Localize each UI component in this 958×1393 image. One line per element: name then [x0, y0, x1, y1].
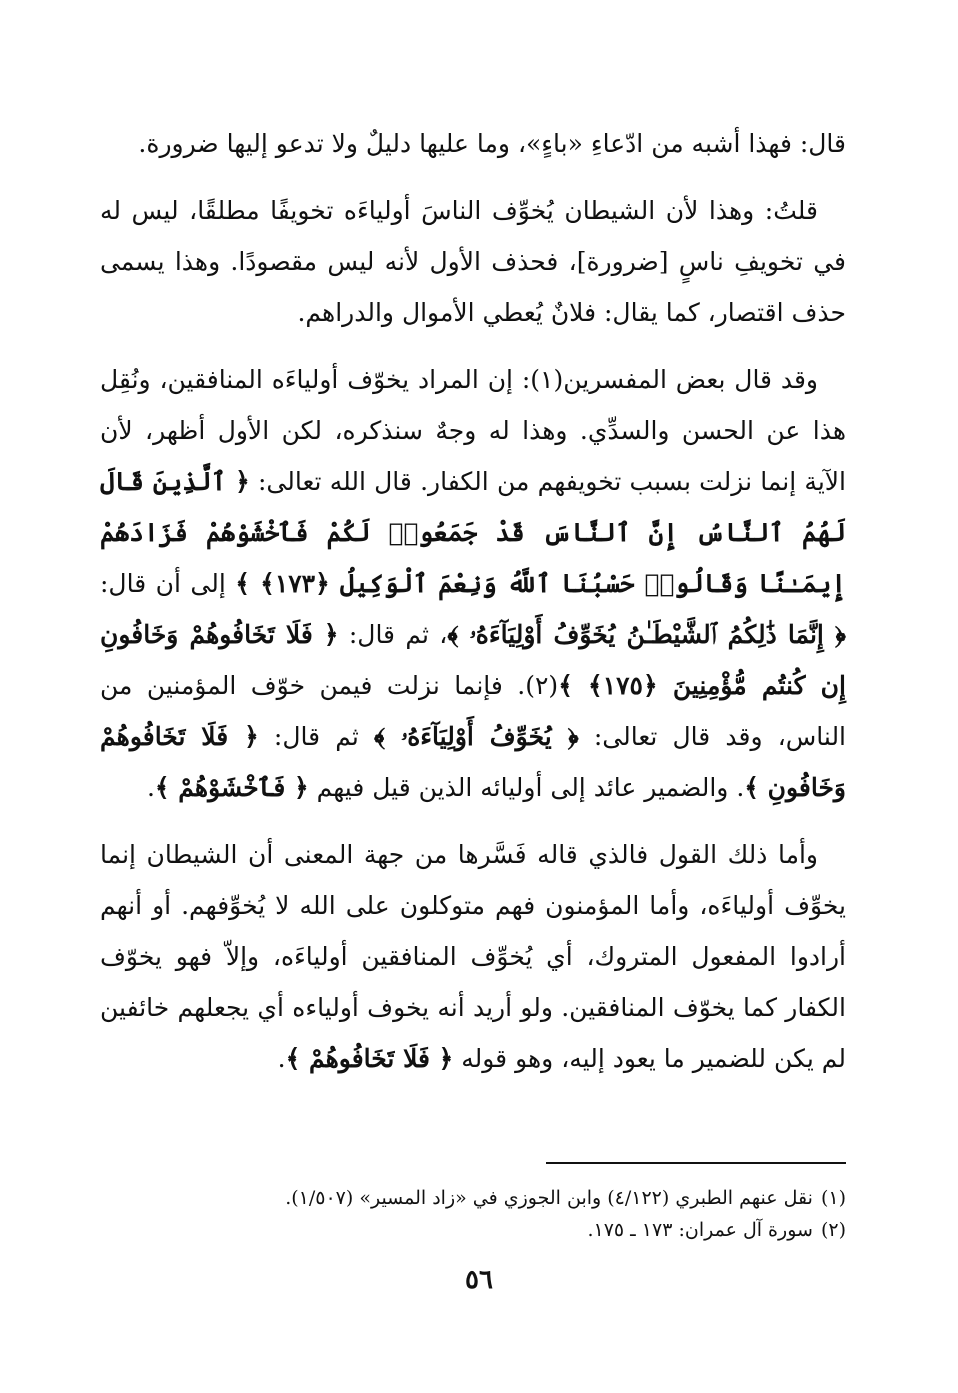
text-segment: (٢). فإنما نزلت فيمن خوّف المؤمنين من الناس، وقد قال تعالى: — [100, 671, 847, 751]
paragraph-3 — [100, 354, 846, 813]
quran-verse: ﴿ فَلَا تَخَافُوهُمْ وَخَافُونِ إِن كُنتُم مُّؤْمِنِينَ ﴿١٧٥﴾ ﴾ — [100, 620, 846, 700]
footnote-2 — [106, 1214, 846, 1246]
text-segment: وقد قال بعض المفسرين(١): إن المراد يخوّف أولياءَه المنافقين، ونُقِل هذا عن الحسن والسدِّي. وهذا له وجهٌ سنذكره، لكن الأول أظهر، لأن الآية إنما نزلت بسبب تخويفهم من الكفار. قال الله تعالى: — [100, 365, 846, 496]
text-segment: وأما ذلك القول فالذي قاله فَسَّرها من جهة المعنى أن الشيطان إنما يخوِّف أولياءَه، وأما المؤمنون فهم متوكلون على الله لا يُخوِّفهم. أو أنهم أرادوا المفعول المتروك، أي يُخوِّف المنافقين أولياءَه، وإلاّ فهو يخوّف الكفار كما يخوّف المنافقين. ولو أريد أنه يخوف أولياءه أي يجعلهم خائفين لم يكن للضمير ما يعود إليه، وهو قوله — [100, 840, 846, 1073]
quran-verse: ﴿ فَلَا تَخَافُوهُمْ وَخَافُونِ ﴾ — [100, 722, 846, 802]
paragraph-4 — [100, 829, 846, 1084]
footnote-text: سورة آل عمران: ١٧٣ ـ ١٧٥. — [587, 1219, 813, 1241]
quran-verse: ﴿ فَلَا تَخَافُوهُمْ ﴾ — [285, 1044, 454, 1073]
text-segment: . — [146, 773, 155, 802]
quran-verse: ﴿ يُخَوِّفُ أَوْلِيَآءَهُۥ ﴾ — [373, 722, 579, 751]
quran-verse: ﴿ فَٱخْشَوْهُمْ ﴾ — [154, 773, 309, 802]
footnote-1 — [106, 1182, 846, 1214]
footnote-number: (١) — [820, 1187, 846, 1209]
quran-verse: ﴿ إِنَّمَا ذَٰلِكُمُ ٱلشَّيْطَـٰنُ يُخَوِّفُ أَوْلِيَآءَهُۥ ﴾ — [447, 620, 846, 649]
paragraph-2 — [100, 185, 846, 338]
page-number: ٥٦ — [465, 1265, 493, 1295]
page-body — [100, 118, 846, 1100]
paragraph-1 — [100, 118, 846, 169]
footnote-number: (٢) — [820, 1219, 846, 1241]
footnotes — [106, 1182, 846, 1246]
text-segment: ثم قال: — [258, 722, 374, 751]
text-segment: قال: فهذا أشبه من ادّعاءِ «باءٍ»، وما عليها دليلٌ ولا تدعو إليها ضرورة. — [138, 129, 846, 158]
text-segment: . والضمير عائد إلى أوليائه الذين قيل فيهم — [308, 773, 745, 802]
footnote-text: نقل عنهم الطبري (٤/١٢٢) وابن الجوزي في «زاد المسير» (١/٥٠٧). — [285, 1187, 813, 1209]
text-segment: ، ثم قال: — [338, 620, 448, 649]
text-segment: إلى أن قال: — [100, 569, 236, 598]
footnote-separator — [546, 1162, 846, 1164]
text-segment: قلتُ: وهذا لأن الشيطان يُخوِّف الناسَ أولياءَه تخويفًا مطلقًا، ليس له في تخويفِ ناسٍ [ضرورة]، فحذف الأول لأنه ليس مقصودًا. وهذا يسمى حذف اقتصار، كما يقال: فلانٌ يُعطي الأموال والدراهم. — [100, 196, 846, 327]
quran-verse: ﴿ ٱلَّذِينَ قَالَ لَهُمُ ٱلنَّاسُ إِنَّ ٱلنَّاسَ قَدْ جَمَعُوا۟ لَكُمْ فَٱخْشَوْهُمْ فَزَادَهُمْ إِيمَـٰنًا وَقَالُوا۟ حَسْبُنَا ٱللَّهُ وَنِعْمَ ٱلْوَكِيلُ ﴿١٧٣﴾ ﴾ — [100, 467, 846, 598]
text-segment: . — [277, 1044, 286, 1073]
